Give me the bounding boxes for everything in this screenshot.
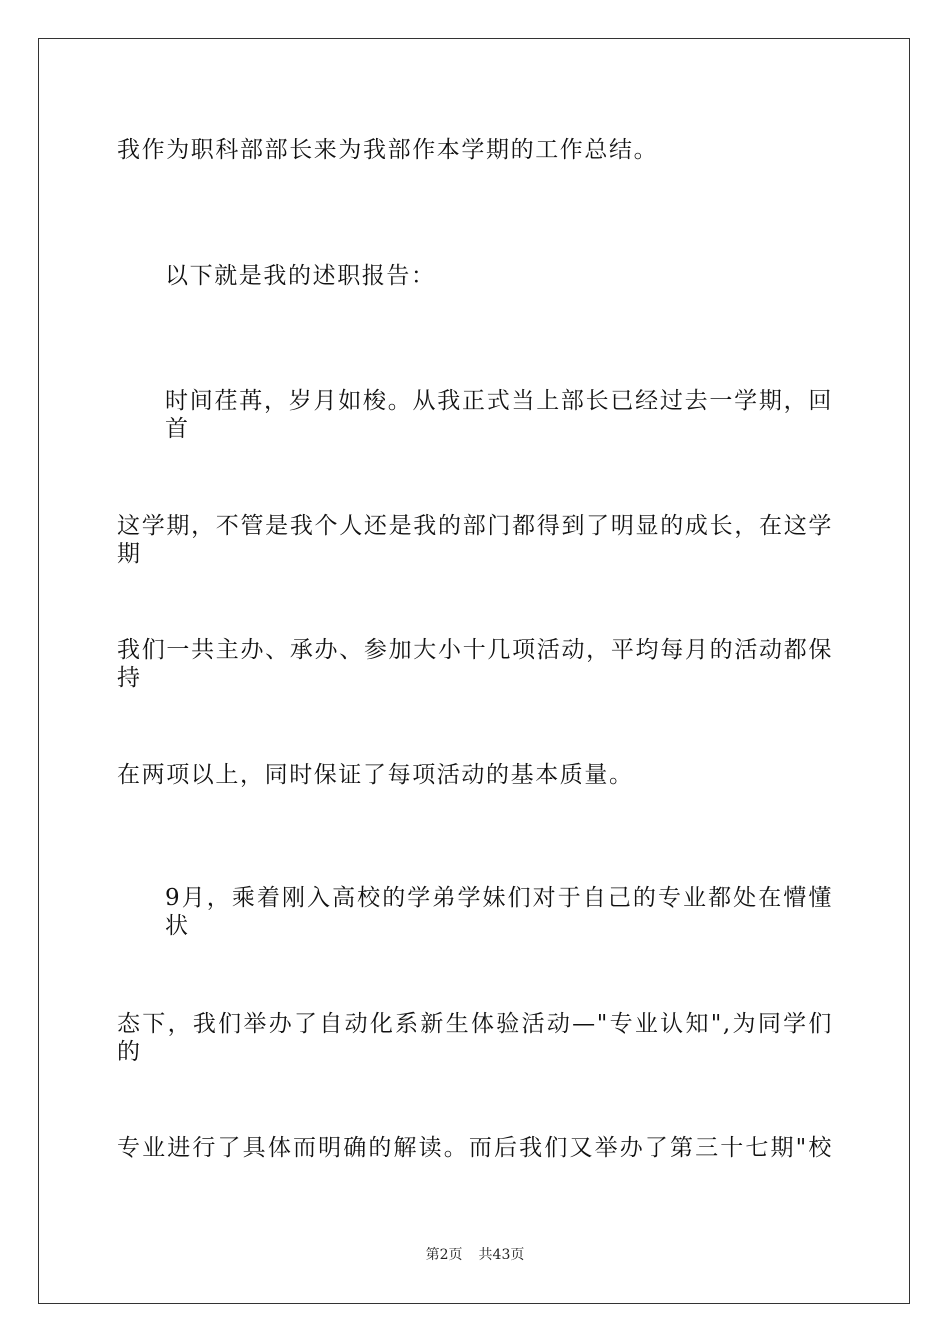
page-number: 第2页	[425, 1247, 463, 1263]
paragraph-line-1: 我作为职科部部长来为我部作本学期的工作总结。	[117, 137, 659, 163]
page-total: 共43页	[478, 1247, 525, 1263]
paragraph-line-4: 这学期，不管是我个人还是我的部门都得到了明显的成长，在这学期	[117, 513, 833, 567]
paragraph-line-5: 我们一共主办、承办、参加大小十几项活动，平均每月的活动都保持	[117, 637, 833, 691]
paragraph-line-9: 专业进行了具体而明确的解读。而后我们又举办了第三十七期"校	[117, 1135, 833, 1161]
page-footer	[0, 1246, 950, 1264]
paragraph-line-3: 时间荏苒，岁月如梭。从我正式当上部长已经过去一学期，回首	[165, 388, 833, 442]
paragraph-line-2: 以下就是我的述职报告：	[165, 263, 436, 289]
paragraph-line-8: 态下，我们举办了自动化系新生体验活动—"专业认知",为同学们的	[117, 1011, 833, 1065]
paragraph-line-6: 在两项以上，同时保证了每项活动的基本质量。	[117, 762, 634, 788]
paragraph-line-7: 9月，乘着刚入高校的学弟学妹们对于自己的专业都处在懵懂状	[165, 885, 833, 939]
